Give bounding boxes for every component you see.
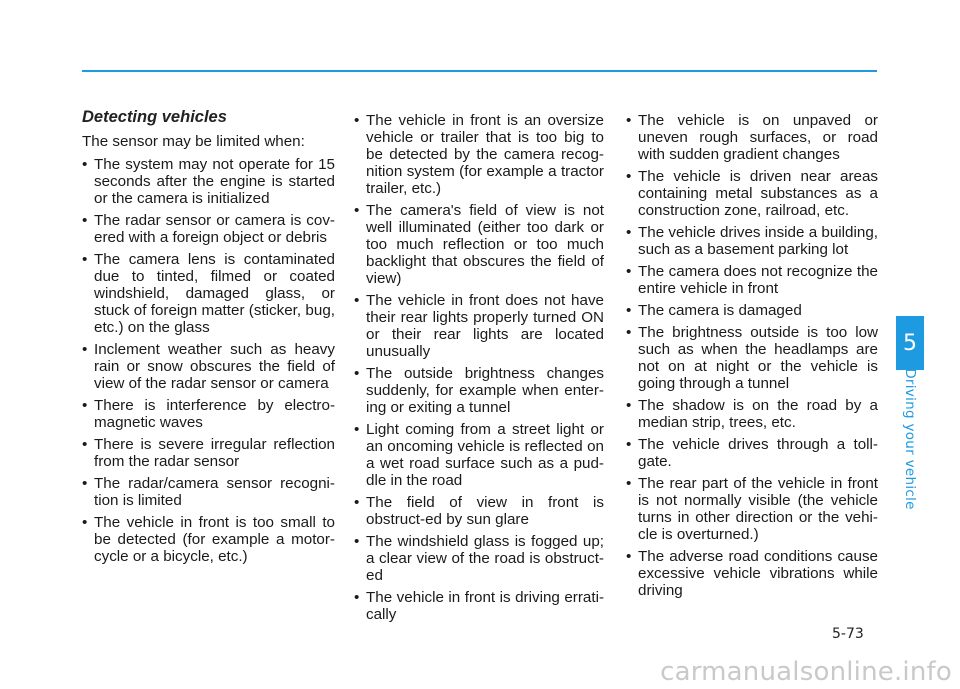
chapter-number-tab: 5 xyxy=(896,316,924,370)
list-item: • The vehicle in front is driving errati-cally xyxy=(354,589,604,623)
list-item: • The camera lens is contaminated due to tinted, filmed or coated windshield, damaged glass, or stuck of foreign matter (sticker, bug, etc.) on the glass xyxy=(82,251,335,336)
section-intro: The sensor may be limited when: xyxy=(82,133,305,150)
list-item: • The brightness outside is too low such as when the headlamps are not on at night or the vehicle is going through a tunnel xyxy=(626,324,878,392)
list-item: • The radar sensor or camera is cov-ered with a foreign object or debris xyxy=(82,212,335,246)
list-item: • The vehicle drives inside a building, such as a basement parking lot xyxy=(626,224,878,258)
list-item: • The rear part of the vehicle in front is not normally visible (the vehicle turns in other direction or the vehi-cle is overturned.) xyxy=(626,475,878,543)
list-item: • The outside brightness changes suddenly, for example when enter-ing or exiting a tunnel xyxy=(354,365,604,416)
header-rule xyxy=(82,70,877,72)
page-number: 5-73 xyxy=(832,626,864,642)
list-item: • The shadow is on the road by a median strip, trees, etc. xyxy=(626,397,878,431)
text-column-3 xyxy=(626,112,878,604)
watermark: carmanualsonline.info xyxy=(660,657,952,687)
list-item: • The vehicle in front does not have their rear lights properly turned ON or their rear lights are located unusually xyxy=(354,292,604,360)
list-item: • The system may not operate for 15 seconds after the engine is started or the camera is initialized xyxy=(82,156,335,207)
bullet-list xyxy=(354,112,604,623)
list-item: • There is severe irregular reflection from the radar sensor xyxy=(82,436,335,470)
list-item: • Light coming from a street light or an oncoming vehicle is reflected on a wet road surface such as a pud-dle in the road xyxy=(354,421,604,489)
list-item: • The vehicle is on unpaved or uneven rough surfaces, or road with sudden gradient changes xyxy=(626,112,878,163)
list-item: • The vehicle drives through a toll-gate. xyxy=(626,436,878,470)
text-column-1 xyxy=(82,108,335,570)
section-heading: Detecting vehicles xyxy=(82,108,227,126)
list-item: • The radar/camera sensor recogni-tion is limited xyxy=(82,475,335,509)
text-column-2 xyxy=(354,112,604,628)
list-item: • Inclement weather such as heavy rain or snow obscures the field of view of the radar sensor or camera xyxy=(82,341,335,392)
chapter-title-text: Driving your vehicle xyxy=(902,368,918,510)
list-item: • The camera does not recognize the entire vehicle in front xyxy=(626,263,878,297)
list-item: • The adverse road conditions cause excessive vehicle vibrations while driving xyxy=(626,548,878,599)
bullet-list xyxy=(626,112,878,599)
chapter-title xyxy=(896,368,924,510)
list-item: • The vehicle in front is an oversize vehicle or trailer that is too big to be detected by the camera recog-nition system (for example a tractor trailer, etc.) xyxy=(354,112,604,197)
list-item: • The camera's field of view is not well illuminated (either too dark or too much reflection or too much backlight that obscures the field of view) xyxy=(354,202,604,287)
bullet-list xyxy=(82,156,335,565)
list-item: • There is interference by electro-magnetic waves xyxy=(82,397,335,431)
list-item: • The windshield glass is fogged up; a clear view of the road is obstruct-ed xyxy=(354,533,604,584)
list-item: • The field of view in front is obstruct-ed by sun glare xyxy=(354,494,604,528)
list-item: • The vehicle is driven near areas containing metal substances as a construction zone, railroad, etc. xyxy=(626,168,878,219)
list-item: • The vehicle in front is too small to be detected (for example a motor-cycle or a bicycle, etc.) xyxy=(82,514,335,565)
list-item: • The camera is damaged xyxy=(626,302,878,319)
